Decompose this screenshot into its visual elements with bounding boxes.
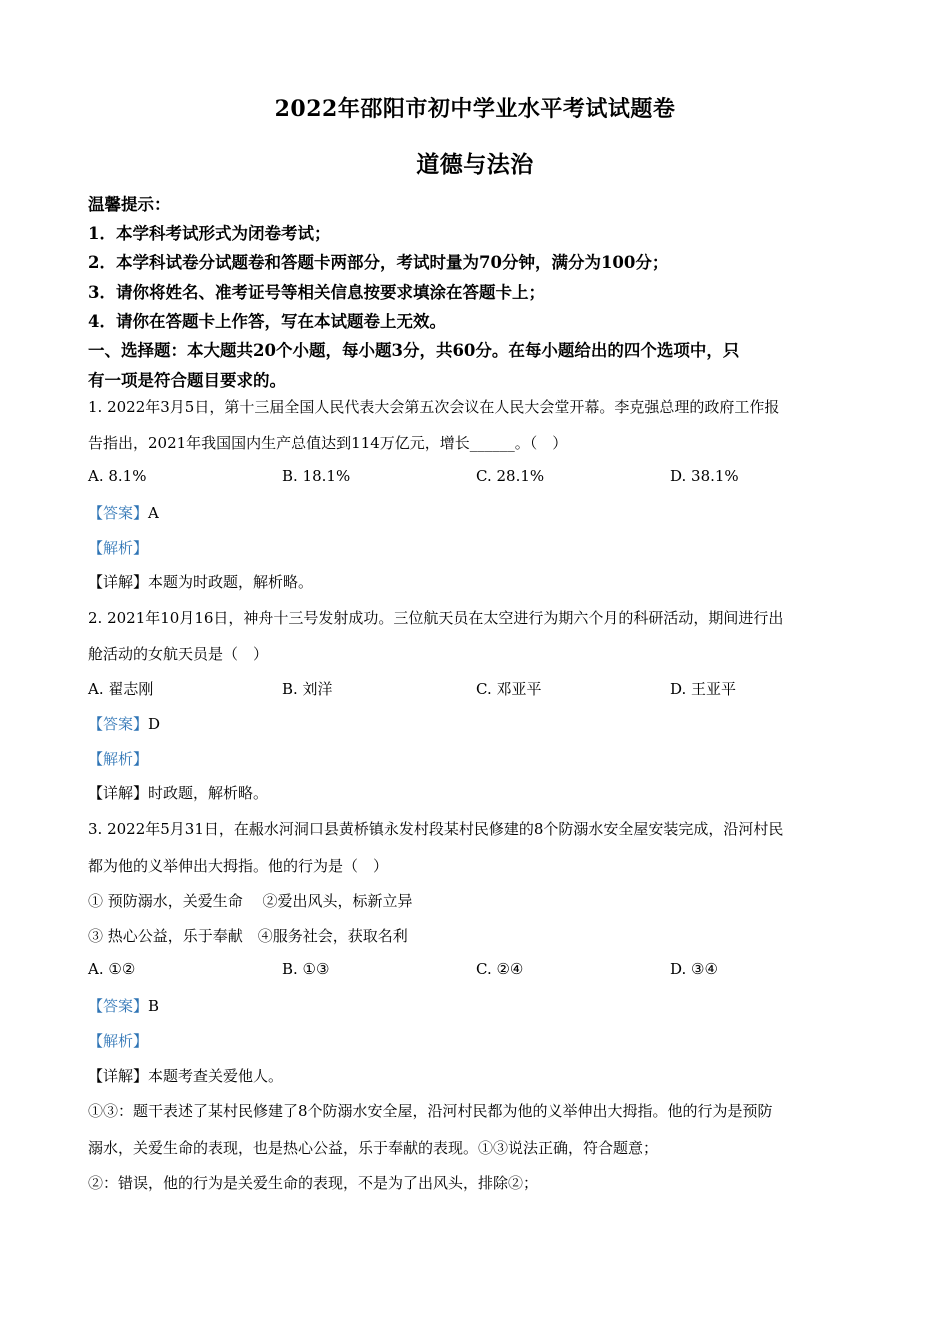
- answer-label: 【答案】: [88, 504, 149, 522]
- answer-label: 【答案】: [88, 715, 149, 733]
- q2-analysis-label: 【解析】: [88, 750, 149, 768]
- section-heading-cont: 有一项是符合题目要求的。: [88, 371, 286, 390]
- tip-item: 1．本学科考试形式为闭卷考试；: [88, 224, 331, 243]
- tip-item: 4．请你在答题卡上作答，写在本试题卷上无效。: [88, 312, 446, 331]
- q2-option-b: B. 刘洋: [282, 680, 333, 698]
- detail-label: 【详解】: [88, 573, 149, 591]
- answer-label: 【答案】: [88, 997, 149, 1015]
- q3-statements-1: ① 预防溺水，关爱生命 ②爱出风头，标新立异: [88, 892, 413, 910]
- tips-heading: 温馨提示：: [88, 195, 171, 214]
- q2-detail: [88, 782, 268, 803]
- question-3-stem: 3. 2022年5月31日，在赧水河洞口县黄桥镇永发村段某村民修建的8个防溺水安全屋安装完成，沿河村民: [88, 820, 784, 838]
- question-1-stem: 1. 2022年3月5日，第十三届全国人民代表大会第五次会议在人民大会堂开幕。李克强总理的政府工作报: [88, 398, 780, 416]
- q1-answer: [88, 502, 159, 523]
- detail-label: 【详解】: [88, 1067, 149, 1085]
- question-3-stem-cont: 都为他的义举伸出大拇指。他的行为是（ ）: [88, 857, 389, 875]
- q3-option-b: B. ①③: [282, 960, 330, 978]
- q3-option-c: C. ②④: [476, 960, 524, 978]
- q3-explanation-2: 溺水，关爱生命的表现，也是热心公益，乐于奉献的表现。①③说法正确，符合题意；: [88, 1139, 659, 1157]
- q1-analysis-label: 【解析】: [88, 539, 149, 557]
- detail-text: 本题为时政题，解析略。: [148, 573, 314, 591]
- question-2-stem-cont: 舱活动的女航天员是（ ）: [88, 645, 269, 663]
- q3-option-a: A. ①②: [88, 960, 136, 978]
- answer-value: B: [148, 997, 160, 1015]
- q3-explanation-1: ①③：题干表述了某村民修建了8个防溺水安全屋，沿河村民都为他的义举伸出大拇指。他的行为是预防: [88, 1102, 773, 1120]
- tip-item: 2．本学科试卷分试题卷和答题卡两部分，考试时量为70分钟，满分为100分；: [88, 253, 669, 272]
- q1-option-a: A. 8.1%: [88, 467, 147, 485]
- q1-detail: [88, 571, 313, 592]
- tip-item: 3．请你将姓名、准考证号等相关信息按要求填涂在答题卡上；: [88, 283, 545, 302]
- q3-explanation-3: ②：错误，他的行为是关爱生命的表现，不是为了出风头，排除②；: [88, 1174, 539, 1192]
- exam-title: 2022年邵阳市初中学业水平考试试题卷: [274, 96, 676, 122]
- answer-value: D: [148, 715, 161, 733]
- question-2-stem: 2. 2021年10月16日，神舟十三号发射成功。三位航天员在太空进行为期六个月的科研活动，期间进行出: [88, 609, 784, 627]
- question-1-stem-cont: 告指出，2021年我国国内生产总值达到114万亿元，增长______。（ ）: [88, 434, 568, 452]
- q3-option-d: D. ③④: [670, 960, 718, 978]
- answer-value: A: [148, 504, 159, 522]
- detail-label: 【详解】: [88, 784, 149, 802]
- subject-title: 道德与法治: [416, 151, 534, 178]
- q3-analysis-label: 【解析】: [88, 1032, 149, 1050]
- q2-answer: [88, 713, 160, 734]
- q2-option-a: A. 翟志刚: [88, 680, 154, 698]
- detail-text: 时政题，解析略。: [148, 784, 269, 802]
- q1-option-c: C. 28.1%: [476, 467, 545, 485]
- q2-option-c: C. 邓亚平: [476, 680, 542, 698]
- q2-option-d: D. 王亚平: [670, 680, 737, 698]
- q1-option-b: B. 18.1%: [282, 467, 351, 485]
- q3-detail: [88, 1065, 283, 1086]
- q3-statements-2: ③ 热心公益，乐于奉献 ④服务社会，获取名利: [88, 927, 408, 945]
- section-heading: 一、选择题：本大题共20个小题，每小题3分，共60分。在每小题给出的四个选项中，只: [88, 341, 740, 360]
- q3-answer: [88, 995, 159, 1016]
- q1-option-d: D. 38.1%: [670, 467, 739, 485]
- detail-text: 本题考查关爱他人。: [148, 1067, 284, 1085]
